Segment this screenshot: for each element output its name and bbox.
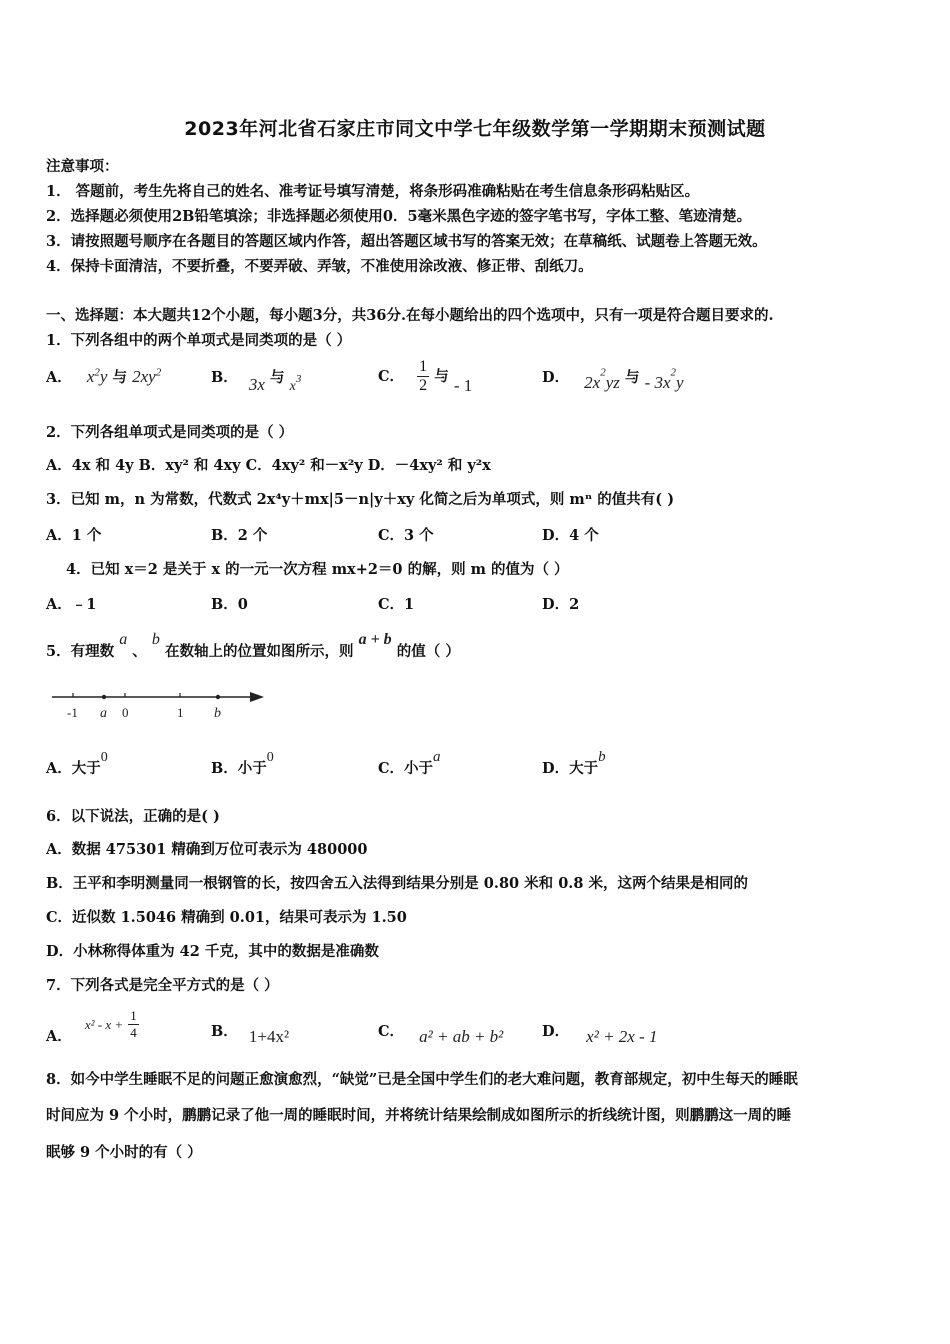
- question-2-stem: 2．下列各组单项式是同类项的是（ ）: [46, 424, 294, 441]
- axis-label-neg1: -1: [67, 705, 78, 720]
- q5-option-b: B．小于0: [211, 750, 274, 777]
- page-title: 2023年河北省石家庄市同文中学七年级数学第一学期期末预测试题: [184, 118, 766, 140]
- notes-heading: 注意事项：: [46, 158, 119, 175]
- q5-option-a: A．大于0: [46, 750, 108, 777]
- q1-option-b: B． 3x 与 $x^3$: [211, 369, 302, 394]
- note-item: 2．选择题必须使用2B铅笔填涂；非选择题必须使用0．5毫米黑色字迹的签字笔书写，字体工整、笔迹清楚。: [46, 208, 752, 225]
- axis-label-b: b: [214, 706, 221, 721]
- q1-option-c: C． $\frac{1}{2}$ 与 - 1: [378, 358, 473, 395]
- section-heading: 一、选择题：本大题共12个小题，每小题3分，共36分.在每小题给出的四个选项中，只有一项是符合题目要求的.: [46, 307, 774, 324]
- axis-label-a: a: [100, 706, 107, 721]
- question-5-stem: 5．有理数 a 、 b 在数轴上的位置如图所示，则 a + b 的值（ ）: [46, 631, 460, 660]
- q3-option-d: D．4 个: [542, 527, 599, 544]
- q2-options: A．4x 和 4y B．xy² 和 4xy C．4xy² 和－x²y D．－4xy² 和 y²x: [46, 457, 491, 474]
- q7-option-d: D． x² + 2x - 1: [542, 1023, 658, 1046]
- axis-label-zero: 0: [122, 705, 129, 720]
- note-item: 1． 答题前，考生先将自己的姓名、准考证号填写清楚，将条形码准确粘贴在考生信息条形码粘贴区。: [46, 183, 700, 200]
- axis-label-one: 1: [177, 705, 184, 720]
- number-line-figure: [50, 686, 270, 722]
- q5-option-c: C．小于a: [378, 749, 441, 777]
- fraction-one-quarter: $\frac{1}{4}$: [130, 1008, 137, 1040]
- q7-option-b: B． 1+4x²: [211, 1023, 290, 1046]
- question-8-line-3: 眠够 9 个小时的有（ ）: [46, 1144, 202, 1161]
- q7-option-a: A． x² - x + $\frac{1}{4}$: [46, 1008, 137, 1045]
- question-3-stem: 3．已知 m，n 为常数，代数式 2x⁴y＋mx|5－n|y＋xy 化简之后为单项式，则 mⁿ 的值共有( ): [46, 491, 675, 508]
- note-item: 3．请按照题号顺序在各题目的答题区域内作答，超出答题区域书写的答案无效；在草稿纸、试题卷上答题无效。: [46, 233, 767, 250]
- fraction-one-half: $\frac{1}{2}$: [419, 358, 428, 394]
- q4-option-d: D．2: [542, 596, 580, 613]
- note-item: 4．保持卡面清洁，不要折叠，不要弄破、弄皱，不准使用涂改液、修正带、刮纸刀。: [46, 258, 593, 275]
- question-7-stem: 7．下列各式是完全平方式的是（ ）: [46, 977, 279, 994]
- q3-option-b: B．2 个: [211, 527, 268, 544]
- q4-option-b: B．0: [211, 596, 248, 613]
- q4-option-c: C．1: [378, 596, 415, 613]
- question-8-line-1: 8．如今中学生睡眠不足的问题正愈演愈烈，“缺觉”已是全国中学生们的老大难问题，教育部规定，初中生每天的睡眠: [46, 1071, 798, 1088]
- q6-option-a: A．数据 475301 精确到万位可表示为 480000: [46, 841, 368, 858]
- question-6-stem: 6．以下说法，正确的是( ): [46, 808, 220, 825]
- q1-option-a: A． $x^2y$ 与 $2xy^2$: [46, 366, 162, 386]
- q3-option-c: C．3 个: [378, 527, 434, 544]
- q3-option-a: A．1 个: [46, 527, 102, 544]
- question-1-stem: 1．下列各组中的两个单项式是同类项的是（ ）: [46, 332, 352, 349]
- q6-option-b: B．王平和李明测量同一根钢管的长，按四舍五入法得到结果分别是 0.80 米和 0.8 米，这两个结果是相同的: [46, 875, 748, 892]
- number-line-arrow: [250, 692, 264, 702]
- q4-option-a: A．﹣1: [46, 596, 97, 613]
- question-4-stem: 4．已知 x＝2 是关于 x 的一元一次方程 mx+2＝0 的解，则 m 的值为（ ）: [66, 561, 569, 578]
- q5-option-d: D．大于b: [542, 749, 606, 777]
- q6-option-d: D．小林称得体重为 42 千克，其中的数据是准确数: [46, 943, 379, 960]
- q7-option-c: C． a² + ab + b²: [378, 1023, 504, 1046]
- point-a: [102, 695, 106, 699]
- question-8-line-2: 时间应为 9 个小时，鹏鹏记录了他一周的睡眠时间，并将统计结果绘制成如图所示的折线统计图，则鹏鹏这一周的睡: [46, 1107, 792, 1124]
- point-b: [216, 695, 220, 699]
- q1-option-d: D． $2x^2yz$ 与 - $3x^2y$: [542, 366, 684, 392]
- q6-option-c: C．近似数 1.5046 精确到 0.01，结果可表示为 1.50: [46, 909, 407, 926]
